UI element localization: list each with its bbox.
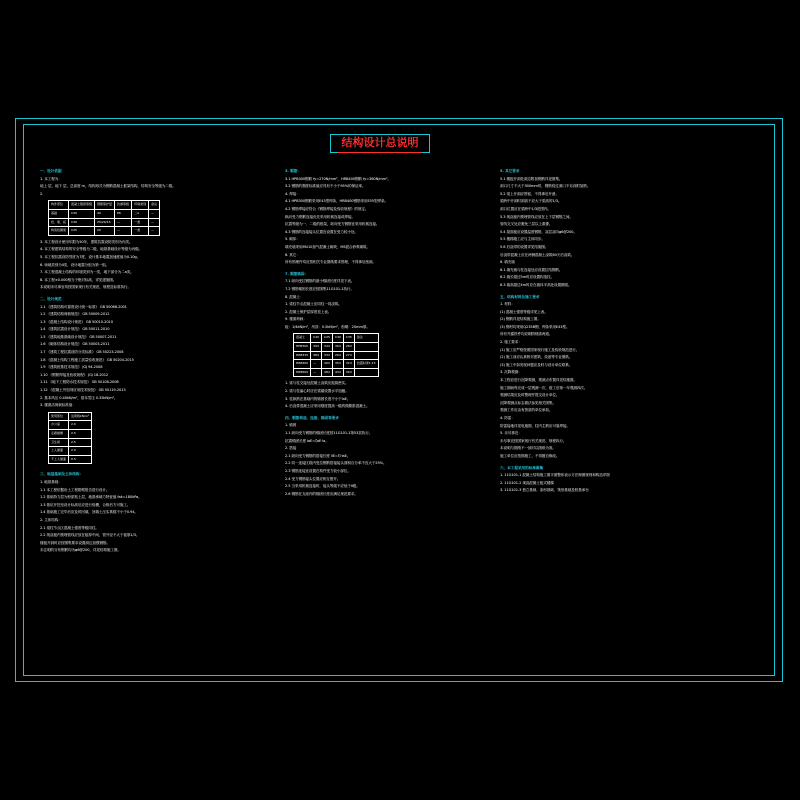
table-cell: 环境类别 xyxy=(132,201,149,210)
text-line: 2.2 同一连接区段内受拉钢筋搭接接头面积百分率不宜大于25%。 xyxy=(285,461,387,466)
text-line: 9. 楼面荷载： xyxy=(285,317,307,322)
table-cell: 29d xyxy=(332,351,343,360)
table-cell: 抗震时乘1.15 xyxy=(354,360,378,369)
text-line: 后浇带混凝土应在两侧混凝土浇筑60天后浇筑。 xyxy=(500,252,575,257)
text-line: 洞口位置应在梁跨中1/3范围内。 xyxy=(500,206,551,211)
table-cell: 32d xyxy=(343,360,354,369)
table-cell: 2.5 xyxy=(69,438,92,447)
text-line: 5.1 楼板开洞处洞边附加钢筋详见图集。 xyxy=(500,176,563,181)
section-heading: 7. 钢筋锚固： xyxy=(285,271,309,276)
text-line: 1.4 《建筑抗震设计规范》 GB 50011-2010 xyxy=(40,327,110,332)
table-cell: 卫生间 xyxy=(49,438,69,447)
section-heading: 3. 钢筋： xyxy=(285,169,301,173)
table-cell: HRB400 xyxy=(294,360,311,369)
table-cell: 20 xyxy=(95,227,115,236)
text-line: 5.3 现浇板内预埋管线应放在上下层钢筋之间。 xyxy=(500,214,573,219)
text-line: 1.8 《混凝土结构工程施工质量验收规范》 GB 50204-2015 xyxy=(40,357,134,362)
text-line: 2.6 钢筋在支座内的锚固长度应满足规范要求。 xyxy=(285,491,358,496)
text-line: 1. 11G101-1 混凝土结构施工图平面整体表示方法制图规则和构造详图 xyxy=(500,473,610,478)
text-line: 4.3 钢筋的连接接头位置宜设置在受力较小处。 xyxy=(285,229,358,234)
column-3 xyxy=(500,168,762,499)
text-line: 6.2 墙长超过5m时应设置构造柱。 xyxy=(500,275,554,280)
text-line: 本工程应进行沉降观测，观测点布置详见结施图。 xyxy=(500,378,577,383)
table-cell: — xyxy=(149,227,160,236)
text-line: 1.12 《混凝土外加剂应用技术规范》 GB 50119-2013 xyxy=(40,388,126,393)
text-line: 3. 11G101-3 独立基础、条形基础、筏形基础及桩基承台 xyxy=(500,488,589,493)
text-line: 6. 其它： xyxy=(285,252,300,257)
text-line: 8. 本工程±0.000相当于绝对标高，详见建施图。 xyxy=(40,277,117,282)
table-cell: — xyxy=(311,368,322,377)
text-line: 1. 梁与柱交接处混凝土浇筑应振捣密实。 xyxy=(285,381,349,386)
table-row xyxy=(49,455,92,464)
text-line: 3.2 钢筋的强度标准值应具有不小于95%的保证率。 xyxy=(285,184,366,189)
table-cell: 基础 xyxy=(49,209,69,218)
text-line: 梁跨中开洞时洞高不应大于梁高的1/3。 xyxy=(500,199,562,204)
text-line: (3) 钢材均采用Q235B钢，焊条采用E43型。 xyxy=(500,324,570,329)
text-line: 2. 主体结构： xyxy=(40,517,62,522)
text-line: 4.1 HPB300钢筋采用E43型焊条，HRB400钢筋采用E55型焊条。 xyxy=(285,199,388,204)
table-cell: — xyxy=(115,218,132,227)
table-cell: 备注 xyxy=(149,201,160,210)
section-heading: 5. 其它要求 xyxy=(500,169,520,173)
text-line: (1) 混凝土强度等级详见上表。 xyxy=(500,309,548,314)
table-cell: C20 xyxy=(311,334,322,343)
text-line: 5. 未尽事宜： xyxy=(500,431,522,436)
text-line: 1.7 《建筑工程抗震设防分类标准》 GB 50223-2008 xyxy=(40,350,124,355)
text-line: (2) 钢筋详见结构施工图。 xyxy=(500,317,541,322)
text-line: 6.3 墙高超过4m时应在墙体半高处设置圈梁。 xyxy=(500,282,572,287)
text-line: 7.1 纵向受拉钢筋的最小锚固长度详见下表。 xyxy=(285,279,355,284)
text-line: 1.2 《建筑结构荷载规范》 GB 50009-2012 xyxy=(40,312,110,317)
text-line: 未注明的分布钢筋均为φ6@200，详见结构施工图。 xyxy=(40,548,121,553)
table-cell: C30 xyxy=(69,218,95,227)
text-line: 2. 梁与柱偏心时应在梁端设置水平加腋。 xyxy=(285,389,349,394)
text-line: 所有预埋件均应按相关专业图纸要求预埋，不得事后凿洞。 xyxy=(285,260,376,265)
text-line: 7. 本工程混凝土结构的环境类别为一类，地下部分为二a类。 xyxy=(40,270,134,275)
text-line: 洞口尺寸不大于300mm时，钢筋绕过洞口不另设附加筋。 xyxy=(500,184,591,189)
table-cell: 办公室 xyxy=(49,421,69,430)
section-heading: 三、地基基础及主体结构： xyxy=(40,472,84,477)
text-line: 4. 本工程建筑结构的安全等级为二级，地基基础设计等级为丙级。 xyxy=(40,247,143,252)
text-line: 2.5 当采用机械连接时，接头等级不应低于II级。 xyxy=(285,484,360,489)
text-line: (3) 施工中如发现问题应及时与设计单位联系。 xyxy=(500,362,573,367)
text-line: 2. 搭接 xyxy=(285,446,297,451)
text-line: 4. 焊接： xyxy=(285,191,300,196)
table-cell: HRB335 xyxy=(294,351,311,360)
table-cell: 构造柱圈梁 xyxy=(49,227,69,236)
text-line: 所有外露铁件均应刷防锈漆两道。 xyxy=(500,332,553,337)
text-line: 2.2 现浇板内预埋管线应放在板厚中间，管外径不大于板厚1/3。 xyxy=(40,533,140,538)
text-line: 纵向受力钢筋连接优先采用机械连接或焊接。 xyxy=(285,214,355,219)
text-line: 未尽事宜按国家现行有关规范、规程执行。 xyxy=(500,438,567,443)
table-cell: 一类 xyxy=(132,227,149,236)
text-line: 1.1 本工程依据岩土工程勘察报告进行设计。 xyxy=(40,487,110,492)
table-row xyxy=(294,343,379,352)
section-heading: 六、本工程采用的标准图集 xyxy=(500,465,544,470)
text-line: 5.5 楼梯施工应与主体同步。 xyxy=(500,237,545,242)
table-row xyxy=(49,201,160,210)
text-line: 1.3 《混凝土结构设计规范》 GB 50010-2010 xyxy=(40,319,113,324)
text-line: 1.3 基坑开挖至设计标高后应进行验槽，合格后方可施工。 xyxy=(40,502,131,507)
table-cell: 28d xyxy=(343,343,354,352)
text-line: 3. 沉降观测： xyxy=(500,370,522,375)
text-line: 2. 混凝土保护层厚度见上表。 xyxy=(285,309,332,314)
table1 xyxy=(48,200,160,235)
text-line: 5. 砌体： xyxy=(285,237,300,242)
table-cell: 二a xyxy=(132,209,149,218)
text-line: 6. 场地类别为II类，设计地震分组为第一组。 xyxy=(40,262,110,267)
page-title: 结构设计总说明 xyxy=(341,136,419,149)
table-cell: 活荷载kN/m² xyxy=(69,412,92,421)
table-cell: 抗渗等级 xyxy=(115,201,132,210)
text-line: 观测结果应及时整理并提交设计单位。 xyxy=(500,393,560,398)
table-cell: HRB500 xyxy=(294,368,311,377)
text-line: 3. 本工程设计使用年限为50年，建筑抗震设防类别为丙类。 xyxy=(40,239,133,244)
table-cell: 构件部位 xyxy=(49,201,69,210)
table-cell: 39d xyxy=(311,343,322,352)
text-line: 1.6 《砌体结构设计规范》 GB 50003-2011 xyxy=(40,342,110,347)
text-line: 6.1 填充墙与柱连接处应设置拉结钢筋。 xyxy=(500,267,563,272)
table-cell: 25/20/15 xyxy=(95,218,115,227)
table-cell: 48d xyxy=(322,368,333,377)
table3 xyxy=(293,333,379,377)
text-line: 本说明与图纸不一致时以图纸为准。 xyxy=(500,446,556,451)
title-underline xyxy=(338,152,422,153)
text-line: 1. 本工程为： xyxy=(40,176,62,181)
table-row xyxy=(294,360,379,369)
text-line: 3.1 HPB300钢筋 fy=270N/mm²，HRB400钢筋 fy=360N/mm²。 xyxy=(285,176,391,181)
table-row xyxy=(294,351,379,360)
text-line: 4. 后浇带混凝土应采用强度提高一级的微膨胀混凝土。 xyxy=(285,404,370,409)
table-row xyxy=(49,430,92,439)
table-cell: P6 xyxy=(115,209,132,218)
text-line: 2.4 受力钢筋接头位置应相互错开。 xyxy=(285,476,341,481)
text-line: 2. 基本风压 0.40kN/m²，基本雪压 0.35kN/m²。 xyxy=(40,395,118,400)
text-line: 抗震锚固长度 laE=ζaE·la。 xyxy=(285,438,329,443)
table-cell: HPB300 xyxy=(294,343,311,352)
text-line: 7.2 钢筋锚固长度应按图集11G101-1执行。 xyxy=(285,286,354,291)
table-row xyxy=(49,412,92,421)
table-row xyxy=(49,218,160,227)
text-line: 防雷接地详见电施图，柱内主筋应可靠焊接。 xyxy=(500,423,570,428)
table-cell: 不上人屋面 xyxy=(49,455,69,464)
table-cell: 2.5 xyxy=(69,430,92,439)
text-line: 填充墙采用MU10加气混凝土砌块，M5混合砂浆砌筑。 xyxy=(285,244,370,249)
section-heading: 一、设计依据 xyxy=(40,169,62,173)
table-cell: 27d xyxy=(343,351,354,360)
table-cell: C30 xyxy=(332,334,343,343)
table-cell: 上人屋面 xyxy=(49,447,69,456)
column-2 xyxy=(285,168,495,502)
text-line: 4. 防雷： xyxy=(500,416,515,420)
text-line: 沉降观测点标志做法参见相关图集。 xyxy=(500,400,556,405)
table2 xyxy=(48,412,92,465)
text-line: 2. 11G101-2 现浇混凝土板式楼梯 xyxy=(500,480,554,485)
section-heading: 二、设计规范 xyxy=(40,296,62,301)
table-cell: 40 xyxy=(95,209,115,218)
table-cell: 30d xyxy=(332,343,343,352)
table-cell: — xyxy=(149,218,160,227)
table-cell: 0.5 xyxy=(69,455,92,464)
table-cell xyxy=(354,368,378,377)
text-line: 5.2 梁上开洞应预留，不得事后开凿。 xyxy=(500,191,559,196)
text-line: 板：1/4kN/m²，吊顶：0.5kN/m²，粉刷：20mm厚。 xyxy=(285,324,370,329)
text-line: 1.1 《建筑结构可靠度设计统一标准》 GB 50068-2001 xyxy=(40,304,127,309)
table-cell: 2.0 xyxy=(69,447,92,456)
table-row xyxy=(49,209,160,218)
table-cell: 混凝土 xyxy=(294,334,311,343)
text-line: 1.9 《建筑桩基技术规范》 JGJ 94-2008 xyxy=(40,365,103,370)
text-line: 1. 梁柱节点混凝土应同柱一同浇筑。 xyxy=(285,302,342,307)
text-line: 2.1 纵向受力钢筋的搭接长度 llE=ζl·laE。 xyxy=(285,453,351,458)
text-line: 1.1 纵向受力钢筋的锚固长度按11G101-1第53页执行。 xyxy=(285,431,373,435)
text-line: 1.5 《建筑地基基础设计规范》 GB 50007-2011 xyxy=(40,334,117,339)
text-line: 5. 本工程抗震设防烈度为7度，设计基本地震加速度值为0.10g。 xyxy=(40,254,141,259)
table-cell: 钢筋保护层 xyxy=(95,201,115,210)
text-line: 1.11 《地下工程防水技术规范》 GB 50108-2008 xyxy=(40,380,119,385)
table-row xyxy=(294,334,379,343)
table-cell: 34d xyxy=(322,343,333,352)
table-cell: 40d xyxy=(322,360,333,369)
table-cell: 备注 xyxy=(354,334,378,343)
table-cell: 33d xyxy=(322,351,333,360)
table-cell: 43d xyxy=(332,368,343,377)
table-row xyxy=(49,438,92,447)
text-line: 1.2 基础持力层为粉质粘土层，地基承载力特征值 fak=180kPa。 xyxy=(40,495,142,500)
section-heading: 四、钢筋构造、连接、锚固等要求 xyxy=(285,415,339,420)
text-line: 2.1 梁柱节点区混凝土强度等级同柱。 xyxy=(40,525,99,530)
table-cell: C35 xyxy=(343,334,354,343)
text-line: 观测工作应由有资质的单位承担。 xyxy=(500,408,553,413)
table-cell: 柱、梁、板 xyxy=(49,218,69,227)
text-line: 施工单位应按图施工，不得擅自修改。 xyxy=(500,453,560,458)
text-line: 管线交叉处应避免三层以上重叠。 xyxy=(500,222,553,227)
text-line: 1. 地基基础： xyxy=(40,479,62,484)
table-row xyxy=(294,368,379,377)
text-line: 4.2 钢筋焊接应符合《钢筋焊接及验收规程》的规定。 xyxy=(285,206,369,211)
text-line: 1. 材料： xyxy=(500,302,515,307)
table-cell: — xyxy=(311,360,322,369)
text-line: 5.4 屋面板应设置温度钢筋，双层双向φ6@200。 xyxy=(500,229,577,234)
text-line: 2. 施工要求： xyxy=(500,340,522,345)
table-cell: — xyxy=(115,227,132,236)
section-heading: 五、结构材料及施工要求 xyxy=(500,294,540,299)
text-line: 6. 填充墙 xyxy=(500,260,515,265)
table-cell: 39d xyxy=(343,368,354,377)
table-row xyxy=(49,227,160,236)
table-cell: 2.0 xyxy=(69,421,92,430)
text-line: 2. xyxy=(40,191,44,196)
table-row xyxy=(49,447,92,456)
text-line: 2.3 钢筋连接宜设置在构件受力较小部位。 xyxy=(285,468,351,473)
table-cell: 38d xyxy=(311,351,322,360)
table-cell xyxy=(354,351,378,360)
text-line: 楼板开洞时应按图集要求设置洞边加强钢筋。 xyxy=(40,540,110,545)
text-line: 8. 混凝土： xyxy=(285,294,304,299)
text-line: 本说明未尽事宜均按国家现行有关规范、规程及标准执行。 xyxy=(40,285,131,290)
table-cell: C25 xyxy=(322,334,333,343)
table-cell: C30 xyxy=(69,209,95,218)
table-cell: 35d xyxy=(332,360,343,369)
text-line: 3. 柱纵筋在基础内的锚固长度不小于laE。 xyxy=(285,396,351,401)
table-cell: 一类 xyxy=(132,218,149,227)
table-cell: 使用部位 xyxy=(49,412,69,421)
column-1 xyxy=(40,168,280,559)
text-line: (1) 施工应严格按照国家现行施工及验收规范进行。 xyxy=(500,347,580,352)
text-line: 1. 锚固 xyxy=(285,423,297,428)
text-line: 1.10 《钢筋焊接及验收规程》 JGJ 18-2012 xyxy=(40,372,109,377)
table-cell: 混凝土强度等级 xyxy=(69,201,95,210)
text-line: 3. 楼面活荷载标准值： xyxy=(40,403,76,408)
text-line: (2) 施工前应认真核对建筑、设备等专业图纸。 xyxy=(500,355,573,360)
text-line: 1.4 基础施工完毕后应及时回填，回填土压实系数不小于0.94。 xyxy=(40,510,138,515)
table-cell: C25 xyxy=(69,227,95,236)
table-cell: — xyxy=(149,209,160,218)
table-cell xyxy=(354,343,378,352)
table-row xyxy=(49,421,92,430)
text-line: 5.6 后浇带的设置详见结施图。 xyxy=(500,244,549,249)
text-line: 抗震等级为一、二级的框架，纵向受力钢筋宜采用机械连接。 xyxy=(285,222,380,227)
text-line: 地上 层，地下 层，总高度 m，结构形式为钢筋混凝土框架结构，结构安全等级为二级。 xyxy=(40,184,176,189)
table-cell: 走廊楼梯 xyxy=(49,430,69,439)
text-line: 施工期间每完成一层观测一次，竣工后第一年观测四次。 xyxy=(500,385,588,390)
